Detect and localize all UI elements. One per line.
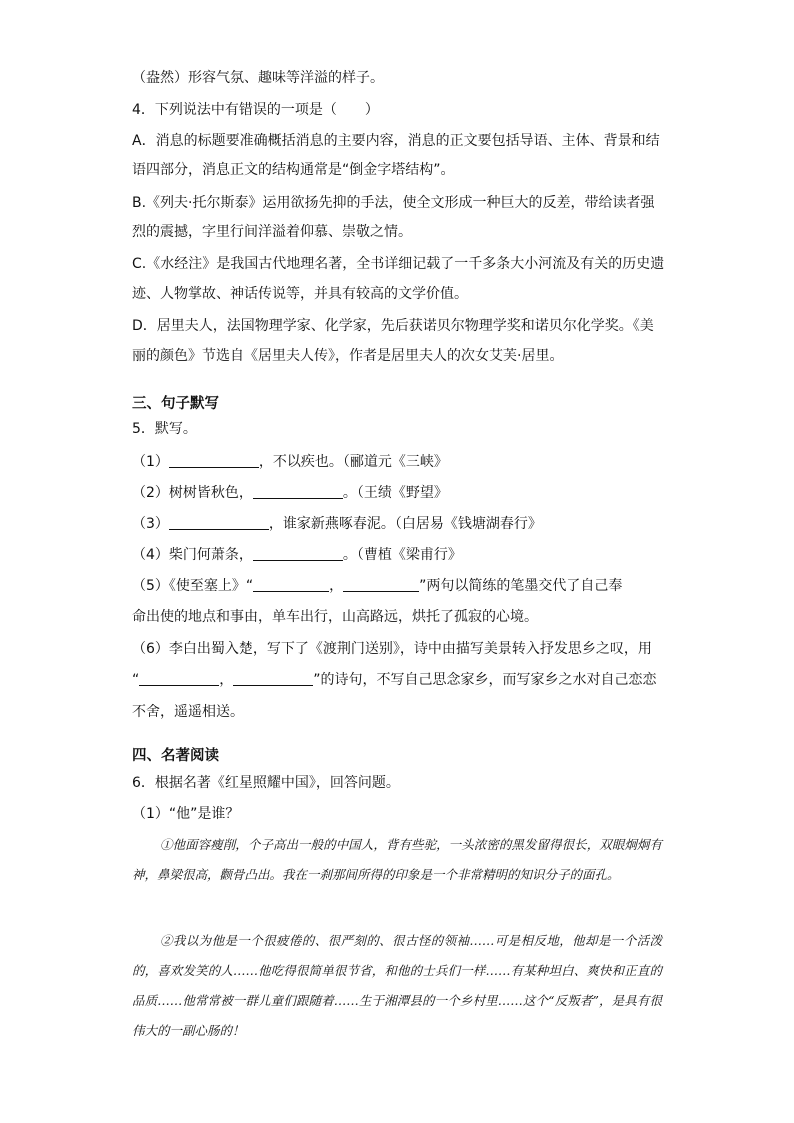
fill-blank[interactable] xyxy=(169,452,259,468)
fill-blank[interactable] xyxy=(253,483,343,499)
q5-item-1-text: ，不以疾也。（郦道元《三峡》 xyxy=(258,454,448,470)
q6-subquestion-1: （1）“他”是谁？ xyxy=(132,806,240,822)
q5-item-5-after: ”两句以简练的笔墨交代了自己奉 xyxy=(419,578,623,594)
q5-item-3-text: ，谁家新燕啄春泥。（白居易《钱塘湖春行》 xyxy=(268,516,542,532)
q5-stem: 5．默写。 xyxy=(132,421,197,437)
q5-item-4-source: 。（曹植《梁甫行》 xyxy=(342,547,462,563)
q3-definition-tail: （盎然）形容气氛、趣味等洋溢的样子。 xyxy=(132,70,384,86)
q5-item-4 xyxy=(132,545,662,565)
q5-item-2 xyxy=(132,483,662,503)
q5-item-6-line2 xyxy=(132,670,662,690)
q5-item-2-text: （2）树树皆秋色， xyxy=(132,485,253,501)
q5-item-4-text: （4）柴门何萧条， xyxy=(132,547,253,563)
q4-option-a-line2: 语四部分，消息正文的结构通常是“倒金字塔结构”。 xyxy=(132,162,455,178)
fill-blank[interactable] xyxy=(233,670,313,686)
q4-option-d-line2: 丽的颜色》节选自《居里夫人传》，作者是居里夫人的次女艾芙·居里。 xyxy=(132,348,564,364)
q4-stem: 4．下列说法中有错误的一项是（ ） xyxy=(132,102,379,118)
fill-blank[interactable] xyxy=(253,545,343,561)
q5-item-1 xyxy=(132,452,662,472)
q4-option-d-line1: D．居里夫人，法国物理学家、化学家，先后获诺贝尔物理学奖和诺贝尔化学奖。《美 xyxy=(132,318,654,334)
q5-item-1-number: （1） xyxy=(132,454,169,470)
q5-item-6-after: ”的诗句，不写自己思念家乡，而写家乡之水对自己恋恋 xyxy=(313,672,657,688)
fill-blank[interactable] xyxy=(343,576,419,592)
q4-option-a-line1: A．消息的标题要准确概括消息的主要内容，消息的正文要包括导语、主体、背景和结 xyxy=(132,133,660,149)
q4-option-b-line1: B.《列夫·托尔斯泰》运用欲扬先抑的手法，使全文形成一种巨大的反差，带给读者强 xyxy=(132,195,655,211)
q5-item-6-open-quote: “ xyxy=(132,672,140,688)
q4-option-c-line2: 迹、人物掌故、神话传说等，并具有较高的文学价值。 xyxy=(132,286,468,302)
q5-item-5-line1 xyxy=(132,576,662,596)
fill-blank[interactable] xyxy=(139,670,219,686)
q4-option-c-line1: C.《水经注》是我国古代地理名著，全书详细记载了一千多条大小河流及有关的历史遗 xyxy=(132,256,665,272)
q5-item-3-number: （3） xyxy=(132,516,169,532)
q5-item-5-line2: 命出使的地点和事由，单车出行，山高路远，烘托了孤寂的心境。 xyxy=(132,609,538,625)
fill-blank[interactable] xyxy=(253,576,329,592)
section3-title: 三、句子默写 xyxy=(132,396,219,412)
fill-blank[interactable] xyxy=(169,514,269,530)
q5-item-5-text: （5）《使至塞上》“ xyxy=(132,578,254,594)
q5-item-6-line3: 不舍，遥遥相送。 xyxy=(132,704,244,720)
q5-item-2-source: 。（王绩《野望》 xyxy=(342,485,448,501)
passage-1: ①他面容瘦削，个子高出一般的中国人，背有些驼，一头浓密的黑发留得很长，双眼炯炯有神，鼻梁很高，颧骨凸出。我在一刹那间所得的印象是一个非常精明的知识分子的面孔。 xyxy=(132,837,662,882)
passage-2: ②我以为他是一个很疲倦的、很严刻的、很古怪的领袖……可是相反地，他却是一个活泼的，喜欢发笑的人……他吃得很简单很节省，和他的士兵们一样……有某种坦白、爽快和正直的品质……他常常被一群儿童们跟随着……生于湘潭县的一个乡村里……这个“反叛者”，是具有很伟大的一副心肠的！ xyxy=(132,933,662,1038)
section4-title: 四、名著阅读 xyxy=(132,748,219,764)
q5-item-6-line1: （6）李白出蜀入楚，写下了《渡荆门送别》，诗中由描写美景转入抒发思乡之叹，用 xyxy=(132,641,652,657)
q4-option-b-line2: 烈的震撼，字里行间洋溢着仰慕、崇敬之情。 xyxy=(132,224,412,240)
q6-stem: 6．根据名著《红星照耀中国》，回答问题。 xyxy=(132,775,400,791)
q5-item-3 xyxy=(132,514,662,534)
q5-item-6-comma: ， xyxy=(219,672,234,688)
q5-item-5-comma: ， xyxy=(329,578,344,594)
